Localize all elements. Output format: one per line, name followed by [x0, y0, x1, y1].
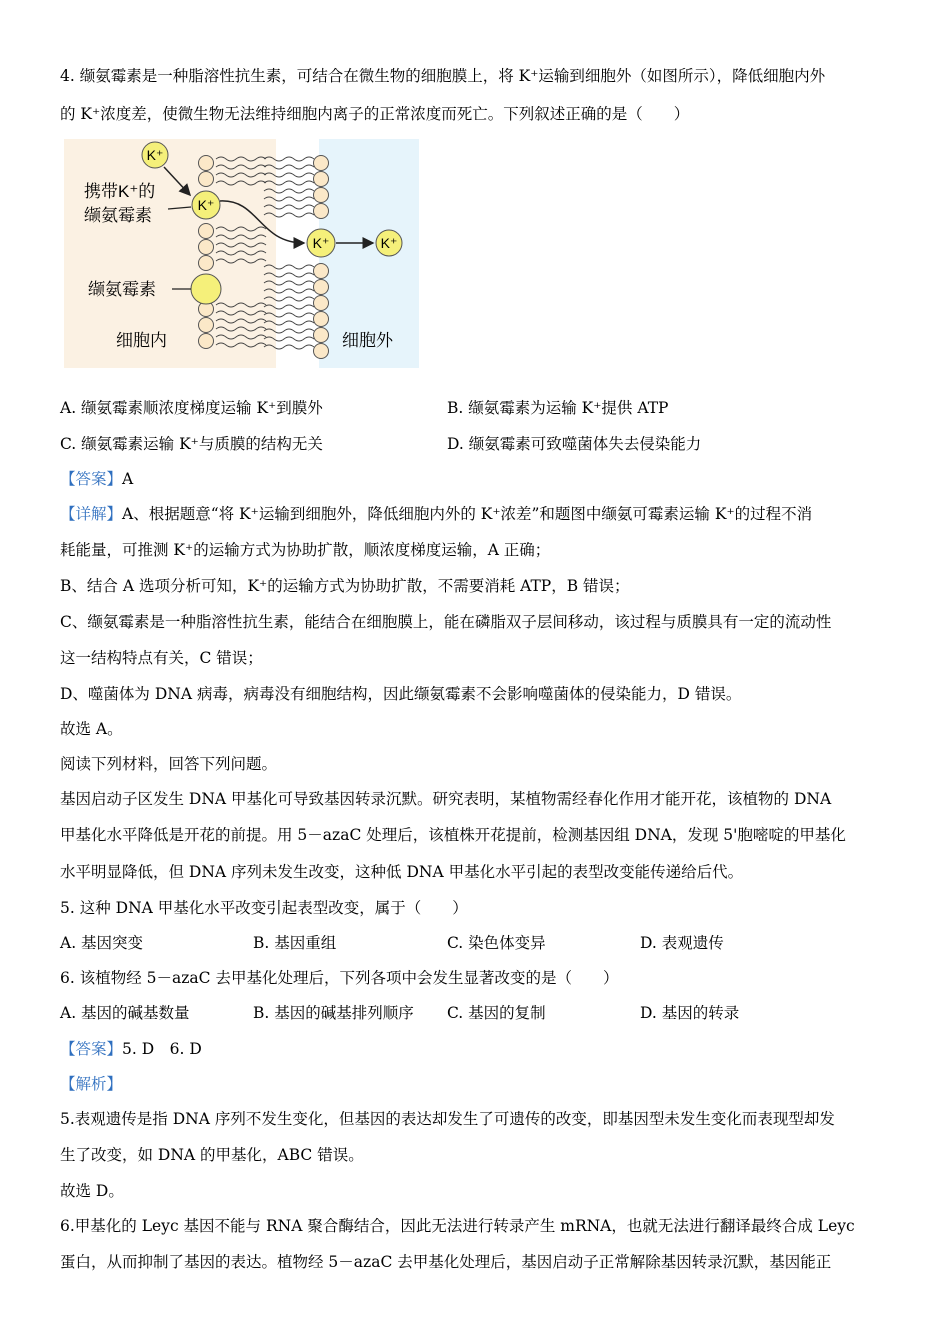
q4-option-b: B. 缬氨霉素为运输 K⁺提供 ATP — [447, 399, 669, 417]
q6-option-b: B. 基因的碱基排列顺序 — [253, 1004, 414, 1022]
q4-option-d: D. 缬氨霉素可致噬菌体失去侵染能力 — [447, 435, 702, 453]
q6-stem: 6. 该植物经 5－azaC 去甲基化处理后，下列各项中会发生显著改变的是（ ） — [60, 969, 619, 987]
q4-explain-line6: D、噬菌体为 DNA 病毒，病毒没有细胞结构，因此缬氨霉素不会影响噬菌体的侵染能力，D 错误。 — [60, 685, 742, 703]
label-outside: 细胞外 — [342, 331, 393, 350]
q4-stem-line2: 的 K⁺浓度差，使微生物无法维持细胞内离子的正常浓度而死亡。下列叙述正确的是（ ） — [60, 105, 690, 123]
q5-stem: 5. 这种 DNA 甲基化水平改变引起表型改变，属于（ ） — [60, 899, 468, 917]
k-ion-carrier-exit — [307, 229, 335, 257]
passage-line1: 基因启动子区发生 DNA 甲基化可导致基因转录沉默。研究表明，某植物需经春化作用才能开花，该植物的 DNA — [60, 790, 832, 808]
q6-option-a: A. 基因的碱基数量 — [60, 1004, 190, 1022]
q5-option-c: C. 染色体变异 — [447, 934, 546, 952]
passage-intro: 阅读下列材料，回答下列问题。 — [60, 755, 278, 773]
q4-answer: 【答案】A — [60, 470, 134, 488]
a5-line3: 故选 D。 — [60, 1182, 124, 1200]
analysis-tag: 【解析】 — [60, 1075, 123, 1093]
q4-explain-line2: 耗能量，可推测 K⁺的运输方式为协助扩散，顺浓度梯度运输，A 正确； — [60, 541, 551, 559]
k-ion-carrier-entry — [192, 191, 220, 219]
passage-line3: 水平明显降低，但 DNA 序列未发生改变，这种低 DNA 甲基化水平引起的表型改变能传递给后代。 — [60, 863, 744, 881]
valinomycin-molecule — [191, 274, 221, 304]
k-ion-free-inside — [142, 142, 168, 168]
label-carrier-line1: 携带K⁺的 — [84, 182, 156, 201]
a5-line2: 生了改变，如 DNA 的甲基化，ABC 错误。 — [60, 1146, 364, 1164]
a5-line1: 5.表观遗传是指 DNA 序列不发生变化，但基因的表达却发生了可遗传的改变，即基因型未发生变化而表现型却发 — [60, 1110, 835, 1128]
q4-explain-line1: 【详解】A、根据题意“将 K⁺运输到细胞外，降低细胞内外的 K⁺浓差”和题图中缬氨可霉素运输 K⁺的过程不消 — [60, 505, 813, 523]
a6-line1: 6.甲基化的 Leyc 基因不能与 RNA 聚合酶结合，因此无法进行转录产生 mRNA，也就无法进行翻译最终合成 Leyc — [60, 1217, 855, 1235]
q4-explain-line7: 故选 A。 — [60, 720, 123, 738]
q5-option-d: D. 表观遗传 — [640, 934, 724, 952]
q4-option-c: C. 缬氨霉素运输 K⁺与质膜的结构无关 — [60, 435, 323, 453]
q4-explain-line4: C、缬氨霉素是一种脂溶性抗生素，能结合在细胞膜上，能在磷脂双子层间移动，该过程与质膜具有一定的流动性 — [60, 613, 832, 631]
svg-text:K⁺: K⁺ — [146, 147, 164, 163]
q6-option-d: D. 基因的转录 — [640, 1004, 740, 1022]
q4-explain-line3: B、结合 A 选项分析可知，K⁺的运输方式为协助扩散，不需要消耗 ATP，B 错误； — [60, 577, 630, 595]
svg-text:K⁺: K⁺ — [197, 197, 215, 213]
answer56: 【答案】5. D 6. D — [60, 1040, 202, 1058]
q4-stem-line1: 4. 缬氨霉素是一种脂溶性抗生素，可结合在微生物的细胞膜上，将 K⁺运输到细胞外（如图所示），降低细胞内外 — [60, 67, 826, 85]
passage-line2: 甲基化水平降低是开花的前提。用 5－azaC 处理后，该植株开花提前，检测基因组 DNA，发现 5'胞嘧啶的甲基化 — [60, 826, 846, 844]
label-inside: 细胞内 — [116, 331, 167, 350]
svg-text:K⁺: K⁺ — [312, 235, 330, 251]
q6-option-c: C. 基因的复制 — [447, 1004, 546, 1022]
q5-option-a: A. 基因突变 — [60, 934, 144, 952]
inner-phospholipid-heads — [199, 156, 214, 349]
q5-option-b: B. 基因重组 — [253, 934, 337, 952]
a6-line2: 蛋白，从而抑制了基因的表达。植物经 5－azaC 去甲基化处理后，基因启动子正常解除基因转录沉默，基因能正 — [60, 1253, 832, 1271]
q4-option-a: A. 缬氨霉素顺浓度梯度运输 K⁺到膜外 — [60, 399, 323, 417]
label-carrier-line2: 缬氨霉素 — [84, 206, 152, 225]
k-ion-free-outside — [376, 230, 402, 256]
svg-text:K⁺: K⁺ — [380, 235, 398, 251]
q4-explain-line5: 这一结构特点有关，C 错误； — [60, 649, 263, 667]
label-valinomycin: 缬氨霉素 — [88, 280, 156, 299]
valinomycin-membrane-figure — [64, 139, 419, 368]
